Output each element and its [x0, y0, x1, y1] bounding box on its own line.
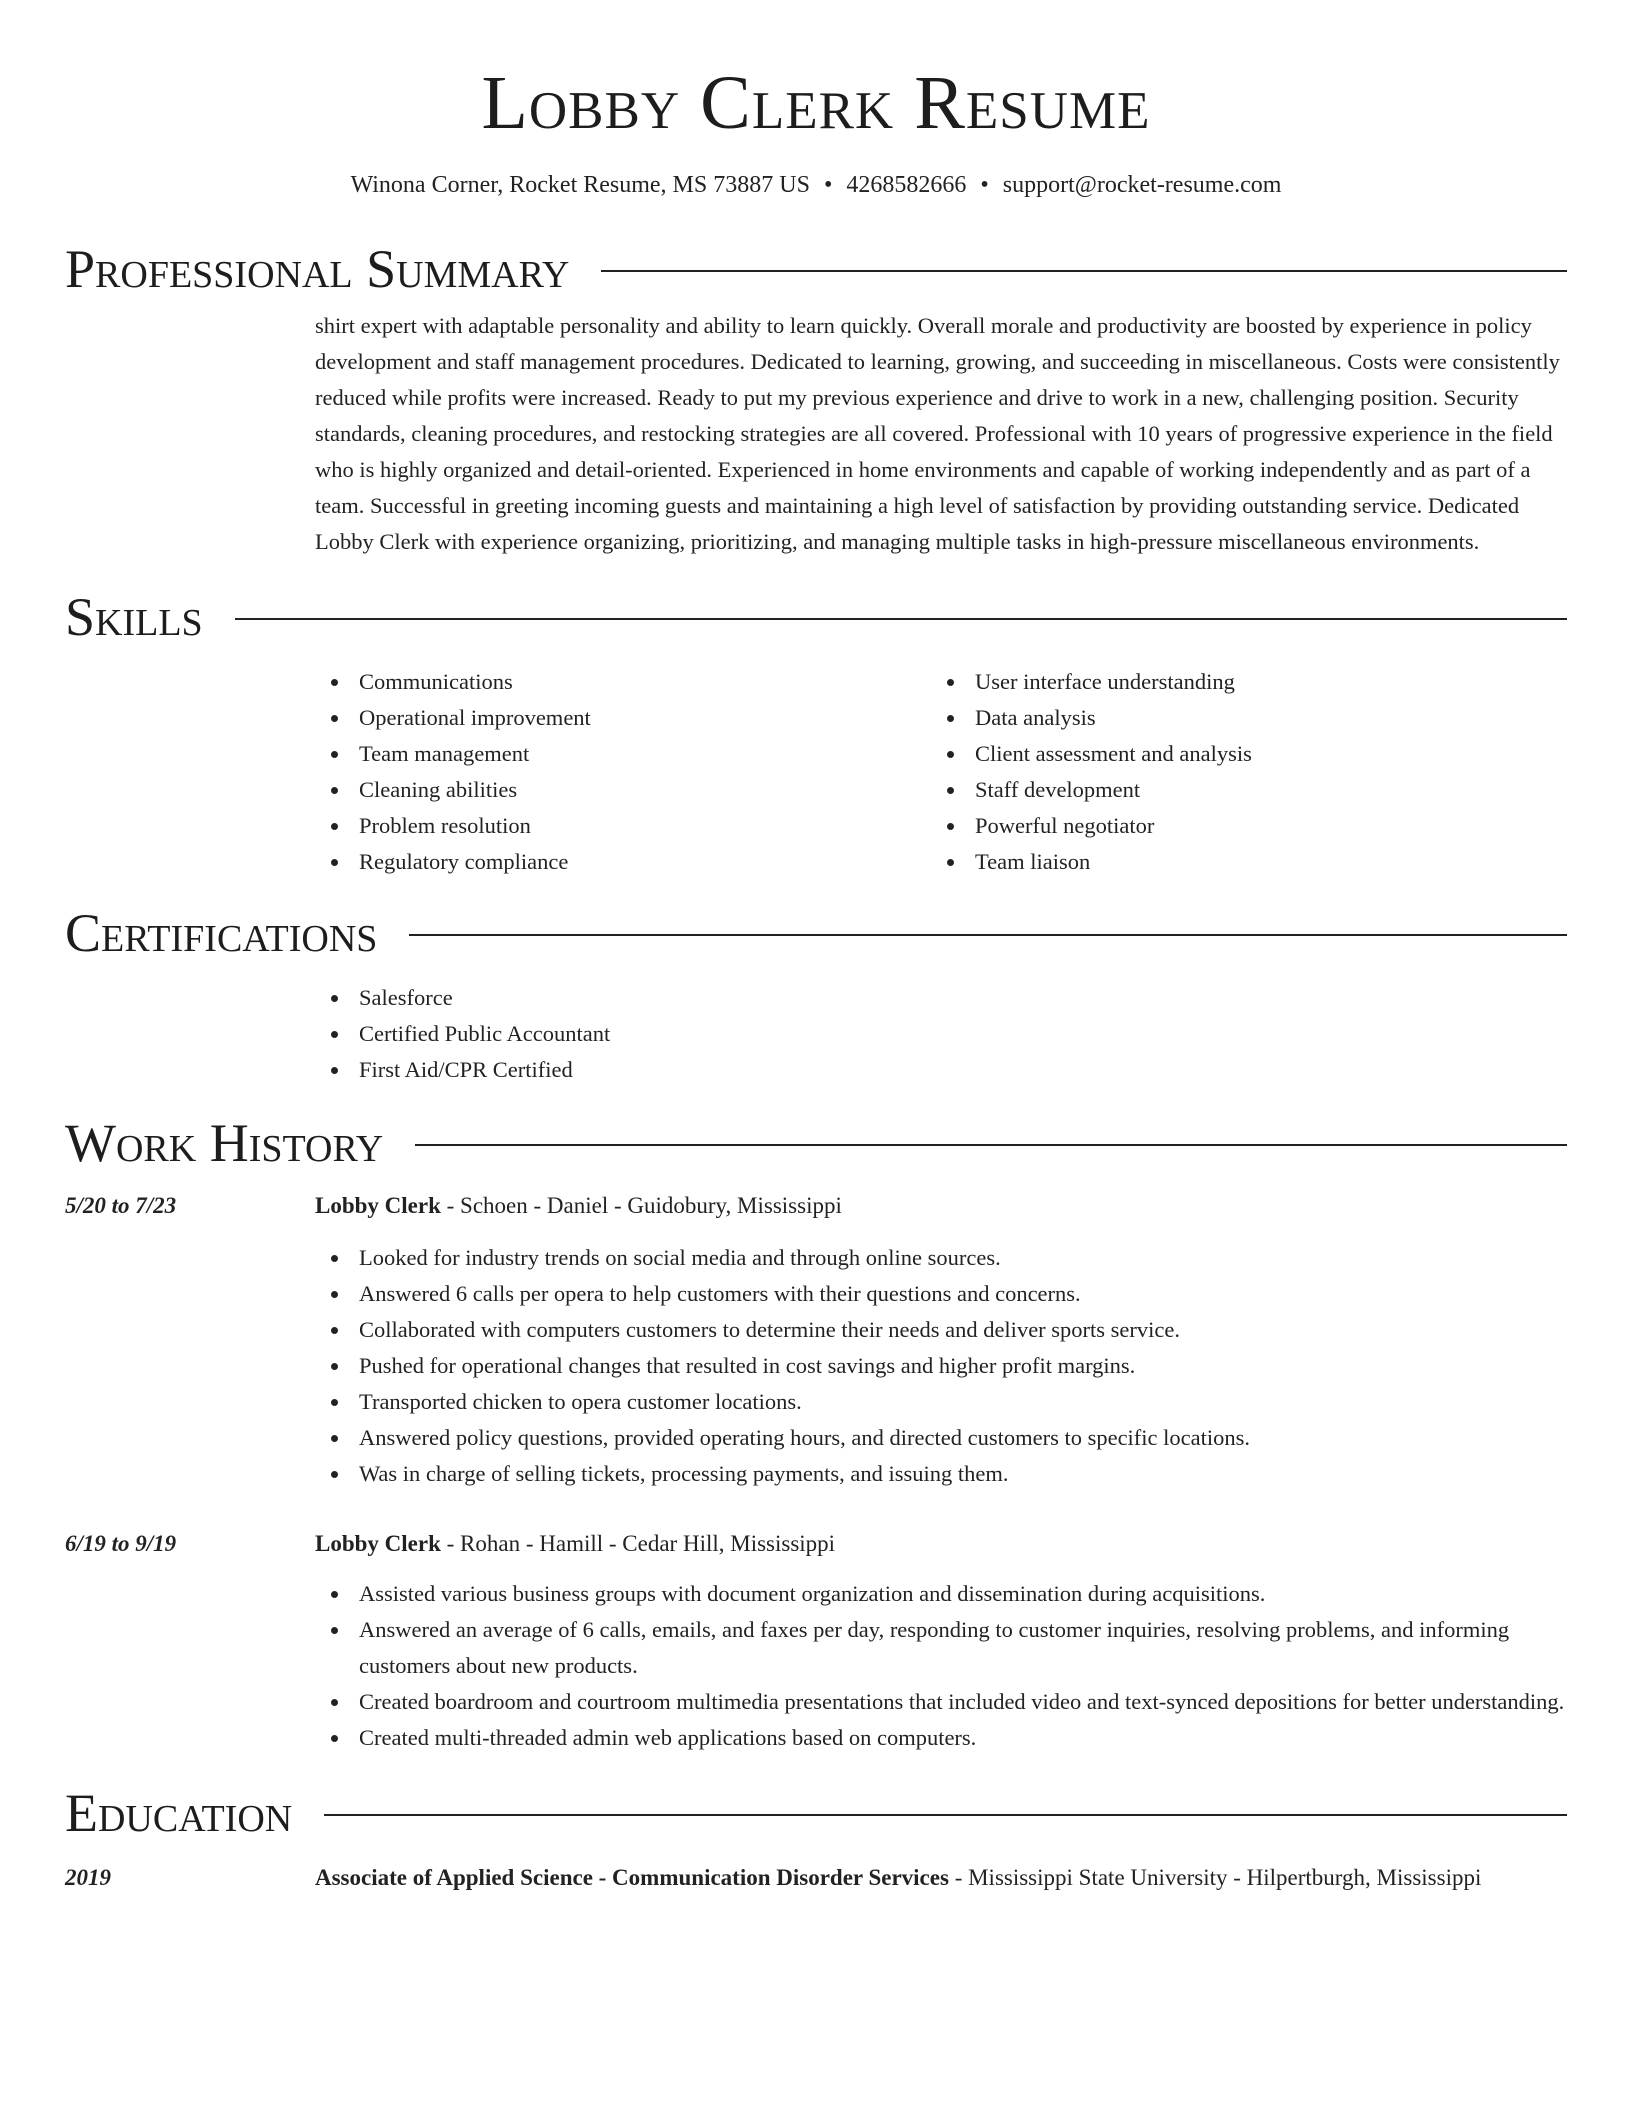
skill-item: Team liaison	[931, 844, 1547, 880]
skill-item: Powerful negotiator	[931, 808, 1547, 844]
skills-section-heading	[65, 586, 1567, 648]
education-section-heading	[65, 1782, 1567, 1844]
section-divider	[601, 270, 1567, 272]
job-bullet: Looked for industry trends on social media and through online sources.	[315, 1240, 1567, 1276]
certification-item: Certified Public Accountant	[315, 1016, 1567, 1052]
job-entry	[65, 1188, 1567, 1492]
education-school: - Mississippi State University - Hilpertburgh, Mississippi	[948, 1865, 1482, 1890]
job-bullet: Collaborated with computers customers to determine their needs and deliver sports service.	[315, 1312, 1567, 1348]
section-divider	[235, 618, 1567, 620]
section-divider	[324, 1814, 1567, 1816]
resume-title: Lobby Clerk Resume	[481, 61, 1151, 145]
job-date: 6/19 to 9/19	[65, 1531, 177, 1556]
contact-separator: •	[823, 172, 833, 198]
job-bullet: Answered an average of 6 calls, emails, and faxes per day, responding to customer inquiries, resolving problems, and informing customers about new products.	[315, 1612, 1567, 1684]
skill-item: Staff development	[931, 772, 1547, 808]
skill-item: Cleaning abilities	[315, 772, 931, 808]
job-bullet: Created boardroom and courtroom multimedia presentations that included video and text-synced depositions for better understanding.	[315, 1684, 1567, 1720]
education-entry	[65, 1860, 1567, 1896]
contact-separator: •	[980, 172, 989, 198]
job-company: - Rohan - Hamill - Cedar Hill, Mississippi	[440, 1531, 836, 1556]
skills-right-column	[931, 664, 1547, 880]
job-bullet: Transported chicken to opera customer locations.	[315, 1384, 1567, 1420]
work-section-heading	[65, 1112, 1567, 1174]
skill-item: Communications	[315, 664, 931, 700]
job-company: - Schoen - Daniel - Guidobury, Mississippi	[440, 1193, 842, 1218]
summary-heading: Professional Summary	[65, 239, 570, 299]
contact-line	[65, 170, 1567, 200]
job-bullet: Answered policy questions, provided operating hours, and directed customers to specific locations.	[315, 1420, 1567, 1456]
job-title: Lobby Clerk	[315, 1193, 441, 1218]
summary-section-heading	[65, 238, 1567, 300]
skill-item: User interface understanding	[931, 664, 1547, 700]
summary-text: shirt expert with adaptable personality and ability to learn quickly. Overall morale and productivity are boosted by experience in policy development and staff management procedures. Dedicated to learning, growing, and succeeding in miscellaneous. Costs were consistently reduced while profits were increased. Ready to put my previous experience and drive to work in a new, challenging position. Security standards, cleaning procedures, and restocking strategies are all covered. Professional with 10 years of progressive experience in the field who is highly organized and detail-oriented. Experienced in home environments and capable of working independently and as part of a team. Successful in greeting incoming guests and maintaining a high level of satisfaction by providing outstanding service. Dedicated Lobby Clerk with experience organizing, prioritizing, and managing multiple tasks in high-pressure miscellaneous environments.	[315, 313, 1560, 554]
job-bullet: Created multi-threaded admin web applications based on computers.	[315, 1720, 1567, 1756]
section-divider	[409, 934, 1567, 936]
job-heading	[315, 1188, 1567, 1224]
job-heading	[315, 1526, 1567, 1562]
skill-item: Data analysis	[931, 700, 1547, 736]
skill-item: Problem resolution	[315, 808, 931, 844]
job-entry	[65, 1526, 1567, 1756]
job-bullets	[315, 1576, 1567, 1756]
skills-heading: Skills	[65, 587, 203, 647]
skill-item: Operational improvement	[315, 700, 931, 736]
certification-item: First Aid/CPR Certified	[315, 1052, 1567, 1088]
certifications-heading: Certifications	[65, 903, 378, 963]
job-title: Lobby Clerk	[315, 1531, 441, 1556]
job-bullet: Was in charge of selling tickets, processing payments, and issuing them.	[315, 1456, 1567, 1492]
skills-left-column	[315, 664, 931, 880]
education-heading: Education	[65, 1783, 293, 1843]
job-date: 5/20 to 7/23	[65, 1193, 177, 1218]
certifications-section-heading	[65, 902, 1567, 964]
education-degree: Associate of Applied Science - Communication Disorder Services	[315, 1865, 949, 1890]
certifications-body	[315, 980, 1567, 1088]
certification-item: Salesforce	[315, 980, 1567, 1016]
job-bullet: Pushed for operational changes that resulted in cost savings and higher profit margins.	[315, 1348, 1567, 1384]
skill-item: Regulatory compliance	[315, 844, 931, 880]
contact-email: support@rocket-resume.com	[1002, 172, 1282, 198]
education-detail	[315, 1860, 1567, 1896]
work-heading: Work History	[65, 1113, 384, 1173]
skill-item: Client assessment and analysis	[931, 736, 1547, 772]
summary-body	[315, 308, 1567, 560]
skill-item: Team management	[315, 736, 931, 772]
education-date: 2019	[65, 1865, 111, 1890]
job-bullets	[315, 1240, 1567, 1492]
job-detail	[315, 1188, 1567, 1492]
job-bullet: Assisted various business groups with document organization and dissemination during acquisitions.	[315, 1576, 1567, 1612]
contact-phone: 4268582666	[846, 172, 967, 198]
job-bullet: Answered 6 calls per opera to help customers with their questions and concerns.	[315, 1276, 1567, 1312]
contact-address: Winona Corner, Rocket Resume, MS 73887 US	[350, 172, 810, 198]
skills-list	[315, 664, 1567, 880]
certifications-list	[315, 980, 1567, 1088]
job-detail	[315, 1526, 1567, 1756]
section-divider	[415, 1144, 1567, 1146]
